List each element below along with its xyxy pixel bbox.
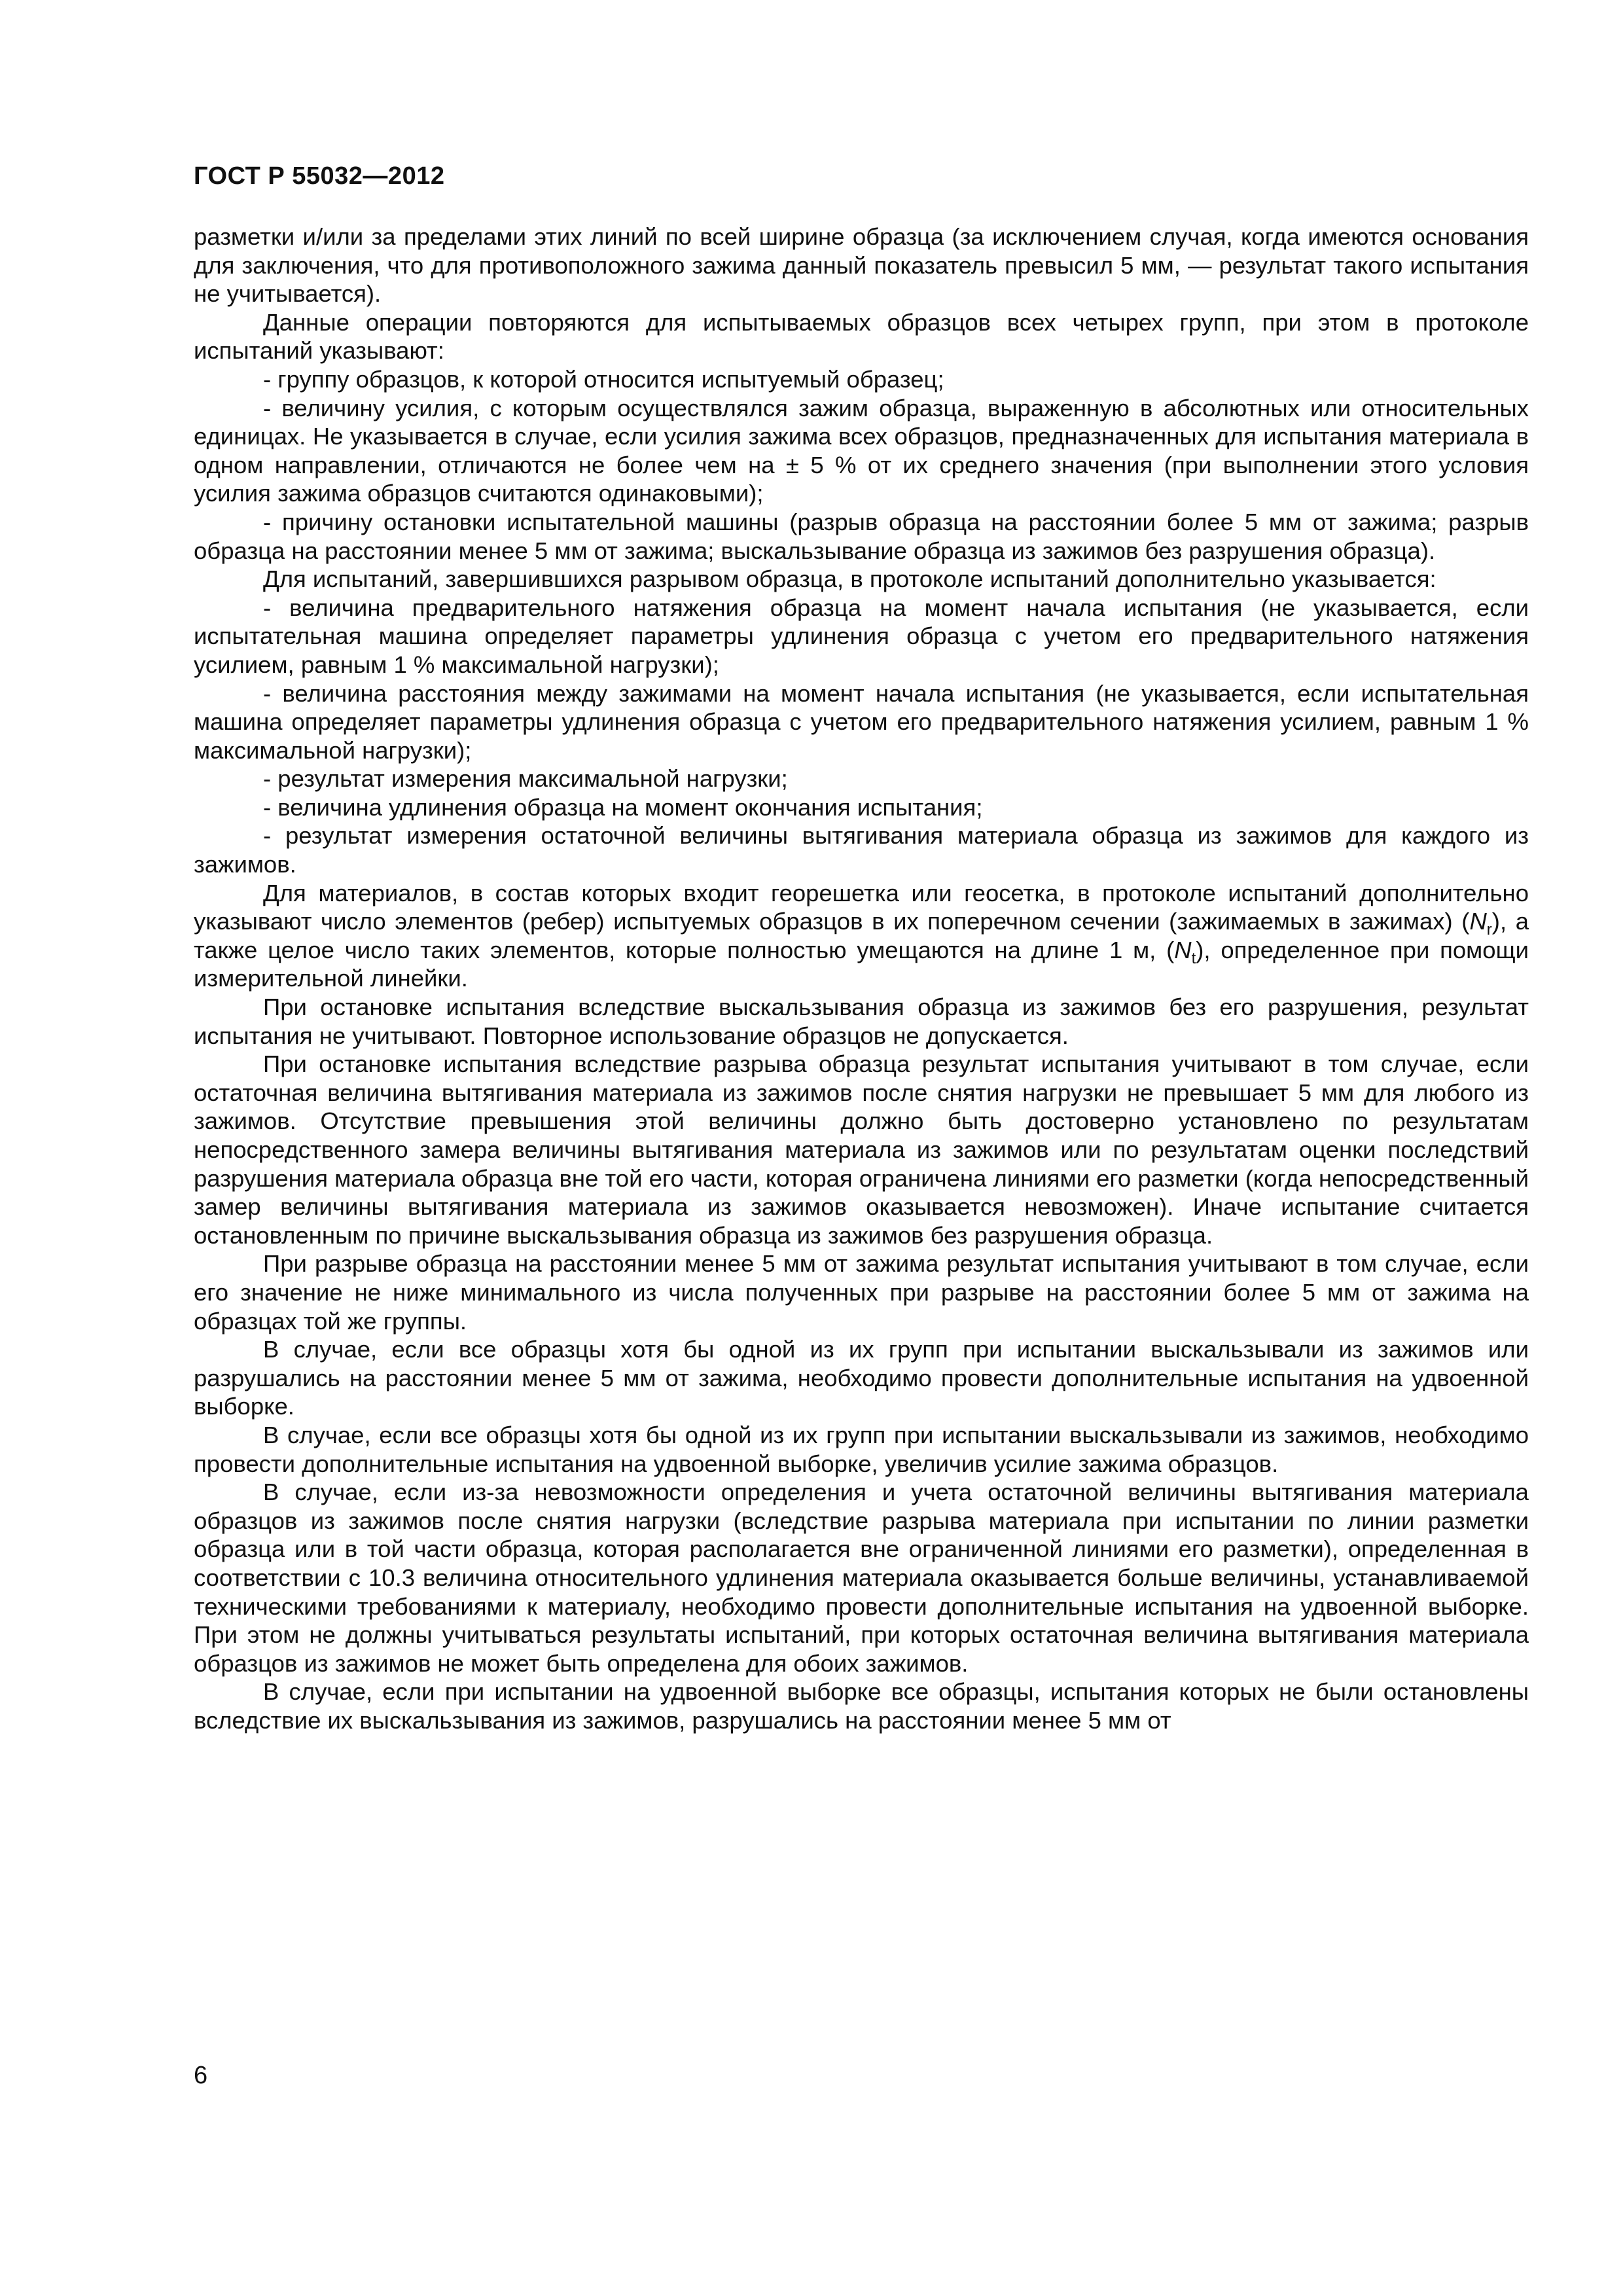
paragraph: В случае, если все образцы хотя бы одной из их групп при испытании выскальзывали из зажимов, необходимо провести дополнительные испытания на удвоенной выборке, увеличив усилие зажима образцов. — [194, 1421, 1529, 1477]
paragraph-text: ), а также целое число таких элементов, которые полностью умещаются на длине 1 м, ( — [194, 908, 1529, 963]
formula-symbol: N — [1469, 908, 1487, 935]
paragraph-text: ), определенное при помощи измерительной линейки. — [194, 936, 1529, 992]
paragraph: В случае, если при испытании на удвоенной выборке все образцы, испытания которых не были остановлены вследствие их выскальзывания из зажимов, разрушались на расстоянии менее 5 мм от — [194, 1678, 1529, 1734]
formula-subscript: t — [1191, 949, 1196, 967]
list-item: - величина удлинения образца на момент окончания испытания; — [263, 793, 983, 821]
document-header: ГОСТ Р 55032—2012 — [194, 162, 445, 190]
page-number: 6 — [194, 2062, 208, 2089]
paragraph-text: Для материалов, в состав которых входит георешетка или геосетка, в протоколе испытаний дополнительно указывают число элементов (ребер) испытуемых образцов в их поперечном сечении (зажимаемых в зажимах) ( — [194, 879, 1529, 935]
paragraph: При разрыве образца на расстоянии менее 5 мм от зажима результат испытания учитывают в том случае, если его значение не ниже минимального из числа полученных при разрыве на расстоянии более 5 мм от зажима на образцах той же группы. — [194, 1250, 1529, 1335]
formula-symbol: N — [1174, 936, 1192, 963]
paragraph-with-formula — [194, 879, 1529, 993]
paragraph: Для испытаний, завершившихся разрывом образца, в протоколе испытаний дополнительно указывается: — [263, 565, 1436, 593]
document-body — [194, 223, 1529, 1734]
paragraph: Данные операции повторяются для испытываемых образцов всех четырех групп, при этом в протоколе испытаний указывают: — [194, 308, 1529, 365]
list-item: - причину остановки испытательной машины (разрыв образца на расстоянии более 5 мм от зажима; разрыв образца на расстоянии менее 5 мм от зажима; выскальзывание образца из зажимов без разрушения образца). — [194, 508, 1529, 564]
paragraph: разметки и/или за пределами этих линий по всей ширине образца (за исключением случая, когда имеются основания для заключения, что для противоположного зажима данный показатель превысил 5 мм, — результат такого испытания не учитывается). — [194, 223, 1529, 308]
paragraph: При остановке испытания вследствие выскальзывания образца из зажимов без его разрушения, результат испытания не учитывают. Повторное использование образцов не допускается. — [194, 994, 1529, 1049]
paragraph: В случае, если из-за невозможности определения и учета остаточной величины вытягивания материала образцов из зажимов после снятия нагрузки (вследствие разрыва материала при испытании по линии разметки образца или в той части образца, которая располагается вне ограниченной линиями его разметки), определенная в соответствии с 10.3 величина относительного удлинения материала оказывается больше величины, устанавливаемой техническими требованиями к материалу, необходимо провести дополнительные испытания на удвоенной выборке. При этом не должны учитываться результаты испытаний, при которых остаточная величина вытягивания материала образцов из зажимов не может быть определена для обоих зажимов. — [194, 1479, 1529, 1677]
formula-subscript: r — [1486, 921, 1492, 939]
paragraph: При остановке испытания вследствие разрыва образца результат испытания учитывают в том случае, если остаточная величина вытягивания материала из зажимов после снятия нагрузки не превышает 5 мм для любого из зажимов. Отсутствие превышения этой величины должно быть достоверно установлено по результатам непосредственного замера величины вытягивания материала из зажимов или по результатам оценки последствий разрушения материала образца вне той его части, которая ограничена линиями его разметки (когда непосредственный замер величины вытягивания материала из зажимов оказывается невозможен). Иначе испытание считается остановленным по причине выскальзывания образца из зажимов без разрушения образца. — [194, 1050, 1529, 1249]
paragraph: В случае, если все образцы хотя бы одной из их групп при испытании выскальзывали из зажимов или разрушались на расстоянии менее 5 мм от зажима, необходимо провести дополнительные испытания на удвоенной выборке. — [194, 1336, 1529, 1420]
list-item: - величину усилия, с которым осуществлялся зажим образца, выраженную в абсолютных или относительных единицах. Не указывается в случае, если усилия зажима всех образцов, предназначенных для испытания материала в одном направлении, отличаются не более чем на ± 5 % от их среднего значения (при выполнении этого условия усилия зажима образцов считаются одинаковыми); — [194, 394, 1529, 507]
list-item: - величина предварительного натяжения образца на момент начала испытания (не указывается, если испытательная машина определяет параметры удлинения образца с учетом его предварительного натяжения усилием, равным 1 % максимальной нагрузки); — [194, 594, 1529, 678]
list-item: - величина расстояния между зажимами на момент начала испытания (не указывается, если испытательная машина определяет параметры удлинения образца с учетом его предварительного натяжения усилием, равным 1 % максимальной нагрузки); — [194, 679, 1529, 764]
list-item: - результат измерения максимальной нагрузки; — [263, 765, 788, 793]
list-item: - результат измерения остаточной величины вытягивания материала образца из зажимов для каждого из зажимов. — [194, 822, 1529, 878]
list-item: - группу образцов, к которой относится испытуемый образец; — [263, 365, 944, 393]
